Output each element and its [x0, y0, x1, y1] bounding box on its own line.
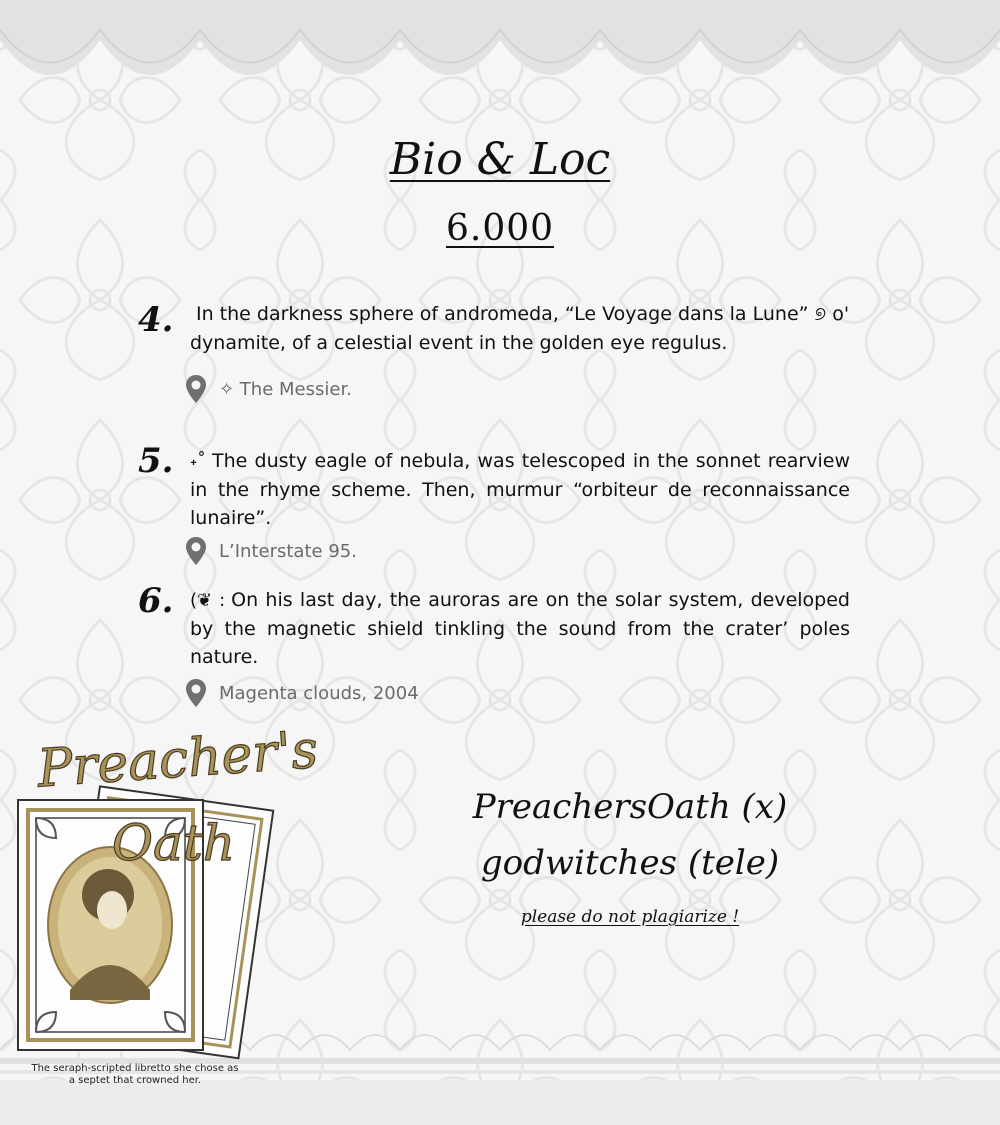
plagiarism-note: please do not plagiarize !: [520, 907, 740, 927]
logo-wordmark-bottom: Oath: [112, 814, 236, 872]
entry-symbol: ˖˚: [190, 451, 207, 472]
lace-border-top: [0, 0, 1000, 120]
credit-author-tele: godwitches (tele): [480, 843, 780, 883]
location-label: ✧ The Messier.: [219, 378, 352, 400]
entry-number: 6.: [138, 581, 174, 621]
entry-body: In the darkness sphere of andromeda, “Le Voyage dans la Lune” ୭ ο' dynamite, of a celestial event in the golden eye regulus.: [190, 303, 850, 354]
page-subtitle: 6.000: [445, 208, 555, 249]
map-pin-icon: [185, 536, 207, 566]
preachers-oath-logo: [0, 700, 320, 1060]
logo-caption: The seraph-scripted libretto she chose as a septet that crowned her.: [31, 1063, 239, 1086]
entry-body: The dusty eagle of nebula, was telescoped in the sonnet rearview in the rhyme scheme. Then, murmur “orbiteur de reconnaissance lunaire”.: [190, 450, 850, 529]
entry-text: [190, 300, 850, 357]
page-title: Bio & Loc: [389, 134, 611, 185]
location-label: L’Interstate 95.: [219, 540, 357, 562]
entry-body: On his last day, the auroras are on the solar system, developed by the magnetic shield tinkling the sound from the crater’ poles nature.: [190, 589, 850, 668]
entry-number: 5.: [138, 441, 174, 481]
logo-wordmark-top: Preacher's: [35, 720, 320, 800]
entry-symbol: (❦ :: [190, 590, 226, 611]
entry-number: 4.: [138, 300, 174, 340]
location-label: Magenta clouds, 2004: [219, 682, 419, 704]
entry-location: [185, 536, 357, 566]
credit-author-x: PreachersOath (x): [472, 787, 788, 827]
entry-text: [190, 586, 850, 671]
entry-text: [190, 447, 850, 532]
entry-location: [185, 374, 352, 404]
map-pin-icon: [185, 374, 207, 404]
